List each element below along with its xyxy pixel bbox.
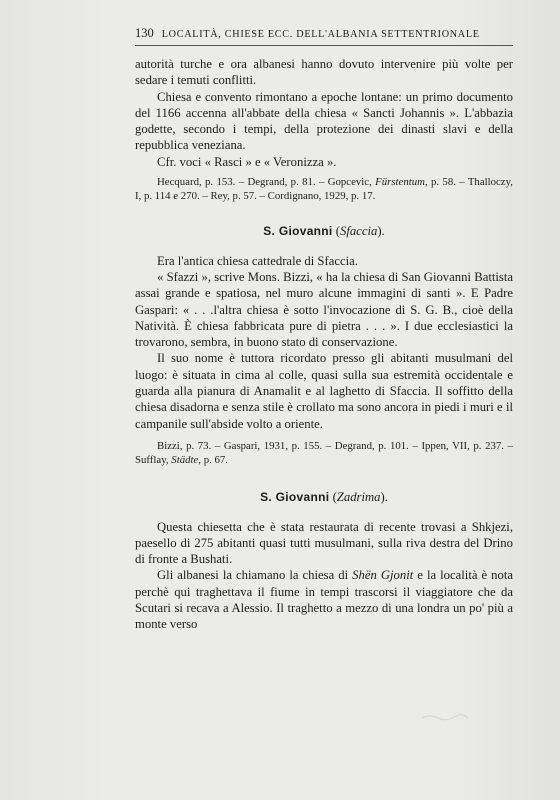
heading-name: S. Giovanni: [263, 223, 333, 238]
section-heading: S. Giovanni (Zadrima).: [260, 489, 388, 504]
page-number: 130: [135, 26, 154, 40]
header-rule: [135, 45, 513, 46]
bibliography-title: Städte: [171, 453, 199, 466]
paragraph: Il suo nome è tuttora ricordato presso gli abitanti musulmani del luogo: è situata in cima al colle, quasi sulla sua estremità occidentale e guarda alla pianura di Anamalit e al laghetto di Sfaccia. Il soffitto della chiesa disadorna e senza stile è crollato ma sono ancora in piedi i muri e il campanile sull'abside volto a oriente.: [135, 351, 513, 431]
cross-reference: Cfr. voci « Rasci » e « Veronizza ».: [157, 154, 337, 169]
bibliography-title: Fürstentum: [375, 176, 425, 189]
bibliography-text: , p. 58. – Thalloczy, I, p. 114 e 270. – Rey, p. 57. – Cordignano, 1929, p. 17.: [135, 176, 513, 202]
bibliography-text: Hecquard, p. 153. – Degrand, p. 81. – Gopcevic,: [157, 176, 376, 189]
paragraph: [135, 567, 513, 632]
albanian-name: Shën Gjonit: [352, 568, 414, 583]
bibliography-note: [135, 176, 513, 204]
heading-location: Zadrima: [336, 489, 381, 504]
section-heading: S. Giovanni (Sfaccia).: [263, 223, 385, 238]
paragraph: Era l'antica chiesa cattedrale di Sfaccia.: [157, 253, 358, 268]
paragraph-continued: autorità turche e ora albanesi hanno dovuto intervenire più volte per sedare i temuti conflitti.: [135, 57, 513, 88]
paragraph-text: Gli albanesi la chiamano la chiesa di: [157, 568, 353, 583]
bibliography-text: , p. 67.: [198, 453, 228, 466]
heading-location: Sfaccia: [339, 223, 378, 238]
paragraph-text: e la località è nota perchè qui traghettava il fiume in tempi trascorsi il viaggiatore che da Scutari si recava a Alessio. Il traghetto a mezzo di una londra un po' più a monte verso: [135, 568, 514, 632]
pencil-mark: [420, 712, 470, 722]
running-head: [135, 26, 513, 41]
running-title: LOCALITÀ, CHIESE ECC. DELL'ALBANIA SETTENTRIONALE: [161, 29, 480, 40]
bibliography-note: [135, 440, 513, 468]
paragraph: Chiesa e convento rimontano a epoche lontane: un primo documento del 1166 accenna all'abbate della chiesa « Sancti Johannis ». L'abbazia godette, secondo i tempi, della protezione dei dinasti slavi e della repubblica veneziana.: [135, 89, 513, 153]
paragraph: « Sfazzi », scrive Mons. Bizzi, « ha la chiesa di San Giovanni Battista assai grande e spatiosa, nel muro alcune immagini di santi ». E Padre Gaspari: « . . .l'altra chiesa è sotto l'invocazione di S. G. B., cioè della Natività. È chiesa fabbricata pure di pietra . . . ». I due ecclesiastici la trovarono, sembra, in buono stato di conservazione.: [135, 269, 513, 350]
heading-name: S. Giovanni: [260, 489, 330, 504]
bibliography-text: Bizzi, p. 73. – Gaspari, 1931, p. 155. – Degrand, p. 101. – Ippen, VII, p. 237. – Sufflay,: [135, 439, 513, 466]
page-body: [135, 56, 513, 633]
paragraph: Questa chiesetta che è stata restaurata di recente trovasi a Shkjezi, paesello di 275 abitanti quasi tutti musulmani, sulla riva destra del Drino di fronte a Bushati.: [135, 519, 513, 567]
